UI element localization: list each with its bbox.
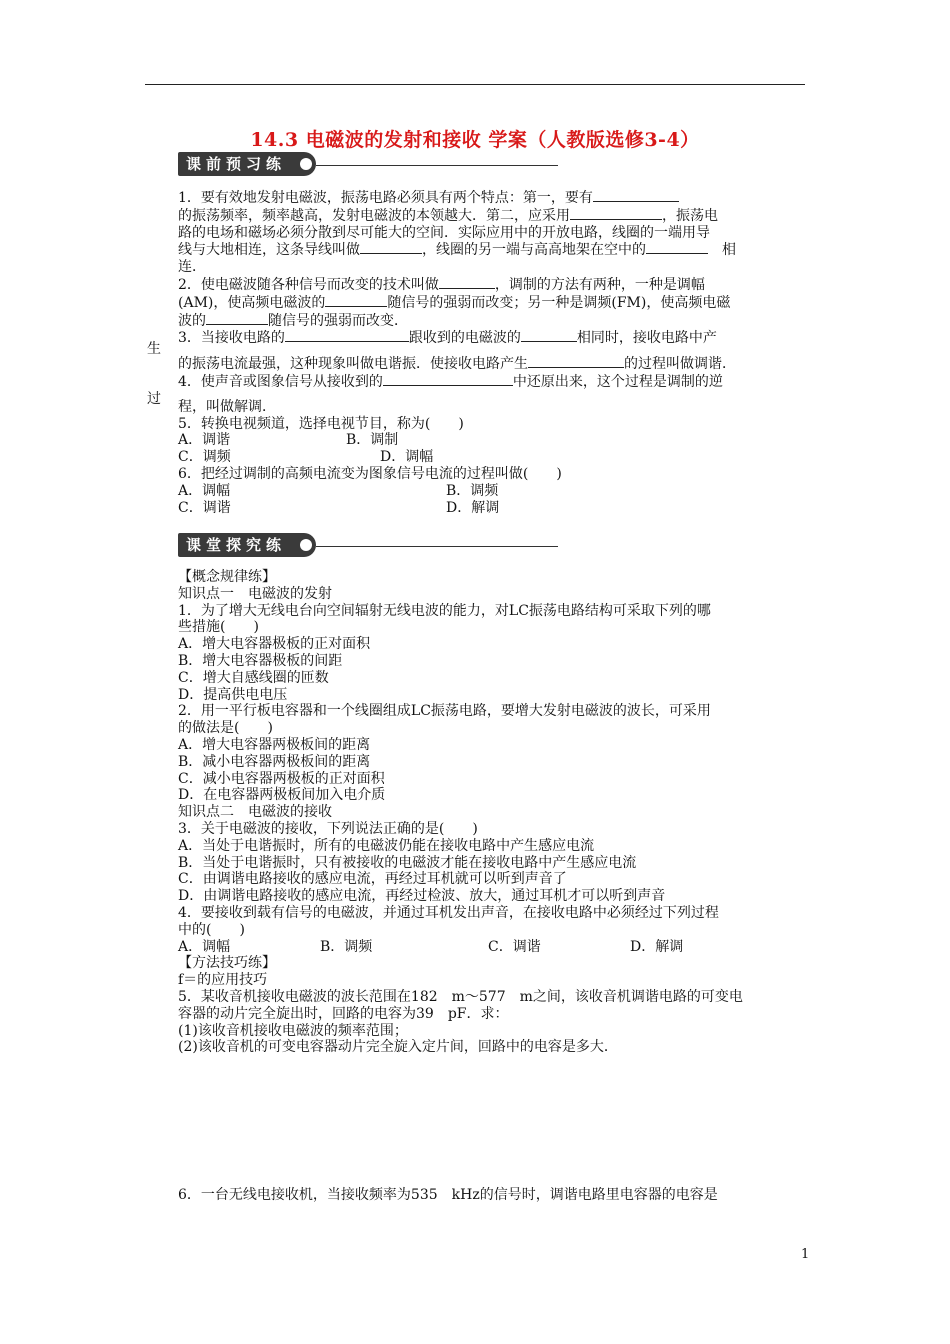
answer-blank	[528, 355, 624, 368]
answer-blank	[206, 312, 268, 325]
option-b: B．当处于电谐振时，只有被接收的电磁波才能在接收电路中产生感应电流	[178, 854, 637, 871]
wrapped-char: 过	[147, 391, 161, 407]
pre-q2: 2．使电磁波随各种信号而改变的技术叫做 ，调制的方法有两种，一种是调幅	[178, 276, 705, 293]
option-b: B．增大电容器极板的间距	[178, 652, 343, 669]
option-a: A．调谐	[178, 432, 231, 449]
class-q6: 6．一台无线电接收机，当接收频率为535 kHz的信号时，调谐电路里电容器的电容是	[178, 1187, 718, 1203]
answer-blank	[439, 276, 495, 289]
option-a: A．调幅	[178, 482, 231, 499]
option-d: D．解调	[446, 499, 500, 516]
option-d: D．在电容器两极板间加入电介质	[178, 787, 386, 804]
option-c: C．增大自感线圈的匝数	[178, 669, 329, 686]
option-b: B．调频	[320, 938, 373, 955]
document-title: 14.3 电磁波的发射和接收 学案（人教版选修3-4）	[250, 129, 700, 151]
answer-blank	[325, 294, 387, 307]
option-c: C．调频	[178, 449, 231, 466]
option-b: B．调频	[446, 482, 499, 499]
skill-heading: f＝的应用技巧	[178, 972, 268, 989]
section-label: 课前预习练	[178, 152, 316, 176]
option-a: A．增大电容器极板的正对面积	[178, 636, 371, 653]
wrapped-char: 生	[147, 341, 161, 357]
option-b: B．减小电容器两极板间的距离	[178, 753, 371, 770]
answer-blank	[360, 241, 422, 254]
subheading: 【方法技巧练】	[178, 955, 276, 972]
pre-class-section: 1．要有效地发射电磁波，振荡电路必须具有两个特点：第一，要有 的振荡频率，频率越高，发射电磁波的本领越大．第二，应采用 ，振荡电 路的电场和磁场必须分散到尽可能大的空间．实际应用中的开放电路，线圈的一端用导 线与大地相连，这条导线叫做 ，线圈的另一端与高高地架在空中的 相 连． 2．使电磁波随各种信号而改变的技术叫做 ，调制的方法有两种，一种是调幅 (AM)，使高频电磁波的 随信号的强弱而改变；另一种是调频(FM)，使高频电磁 波的 随信号的强弱而改变． 3．当接收电路的 跟收到的电磁波的 相同时，接收电路中产 的振荡电流最强，这种现象叫做电谐振．使接收电路产生 的过程叫做调谐． 4．使声音或图象信号从接收到的 中还原出来，这个过程是调制的逆 程，叫做解调． 5．转换电视频道，选择电视节目，称为( ) A．调谐 B．调制 C．调频 D．调幅 6．把经过调制的高频电流变为图象信号电流的过程叫做( ) A．调幅 B．调频 C．调谐 D．解调	[178, 189, 808, 516]
sub-question: (2)该收音机的可变电容器动片完全旋入定片间，回路中的电容是多大．	[178, 1039, 618, 1056]
banner-dot-icon	[300, 158, 312, 170]
banner-rule	[316, 165, 558, 166]
answer-blank	[521, 329, 577, 342]
sub-question: (1)该收音机接收电磁波的频率范围；	[178, 1022, 408, 1039]
class-q5: 5．某收音机接收电磁波的波长范围在182 m～577 m之间，该收音机调谐电路的可变电	[178, 988, 743, 1005]
section-label: 课堂探究练	[178, 533, 316, 557]
pre-q1: 1．要有效地发射电磁波，振荡电路必须具有两个特点：第一，要有	[178, 189, 808, 207]
class-q1: 1．为了增大无线电台向空间辐射无线电波的能力，对LC振荡电路结构可采取下列的哪	[178, 602, 711, 619]
answer-blank	[593, 189, 679, 202]
answer-blank	[646, 241, 708, 254]
option-c: C．由调谐电路接收的感应电流，再经过耳机就可以听到声音了	[178, 871, 567, 888]
class-q3: 3．关于电磁波的接收，下列说法正确的是( )	[178, 820, 478, 837]
class-q4: 4．要接收到载有信号的电磁波，并通过耳机发出声音，在接收电路中必须经过下列过程	[178, 904, 719, 921]
subheading: 【概念规律练】	[178, 569, 276, 585]
knowledge-point: 知识点一 电磁波的发射	[178, 585, 332, 602]
page-number: 1	[801, 1247, 810, 1262]
answer-blank	[383, 373, 513, 386]
in-class-section: 【概念规律练】 知识点一 电磁波的发射 1．为了增大无线电台向空间辐射无线电波的能力，对LC振荡电路结构可采取下列的哪 些措施( ) A．增大电容器极板的正对面积 B．增大电容器极板的间距 C．增大自感线圈的匝数 D．提高供电电压 2．用一平行板电容器和一个线圈组成LC振荡电路，要增大发射电磁波的波长，可采用 的做法是( ) A．增大电容器两极板间的距离 B．减小电容器两极板间的距离 C．减小电容器两极板的正对面积 D．在电容器两极板间加入电介质 知识点二 电磁波的接收 3．关于电磁波的接收，下列说法正确的是( ) A．当处于电谐振时，所有的电磁波仍能在接收电路中产生感应电流 B．当处于电谐振时，只有被接收的电磁波才能在接收电路中产生感应电流 C．由调谐电路接收的感应电流，再经过耳机就可以听到声音了 D．由调谐电路接收的感应电流，再经过检波、放大，通过耳机才可以听到声音 4．要接收到载有信号的电磁波，并通过耳机发出声音，在接收电路中必须经过下列过程 中的( ) A．调幅 B．调频 C．调谐 D．解调 【方法技巧练】 f＝的应用技巧 5．某收音机接收电磁波的波长范围在182 m～577 m之间，该收音机调谐电路的可变电 容器的动片完全旋出时，回路的电容为39 pF．求： (1)该收音机接收电磁波的频率范围； (2)该收音机的可变电容器动片完全旋入定片间，回路中的电容是多大．	[178, 569, 808, 1056]
pre-q3: 3．当接收电路的 跟收到的电磁波的 相同时，接收电路中产	[178, 330, 717, 347]
knowledge-point: 知识点二 电磁波的接收	[178, 804, 332, 821]
option-d: D．由调谐电路接收的感应电流，再经过检波、放大，通过耳机才可以听到声音	[178, 888, 666, 905]
option-a: A．当处于电谐振时，所有的电磁波仍能在接收电路中产生感应电流	[178, 837, 595, 854]
option-a: A．增大电容器两极板间的距离	[178, 736, 371, 753]
answer-blank	[570, 207, 662, 220]
option-d: D．调幅	[380, 449, 434, 466]
pre-q4: 4．使声音或图象信号从接收到的 中还原出来，这个过程是调制的逆	[178, 373, 723, 390]
option-d: D．提高供电电压	[178, 686, 288, 703]
option-c: C．减小电容器两极板的正对面积	[178, 770, 385, 787]
section-banner-class	[178, 533, 558, 557]
option-c: C．调谐	[178, 499, 231, 516]
header-rule	[145, 84, 805, 85]
pre-q6: 6．把经过调制的高频电流变为图象信号电流的过程叫做( )	[178, 465, 562, 482]
option-d: D．解调	[630, 938, 684, 955]
option-a: A．调幅	[178, 938, 231, 955]
answer-blank	[285, 329, 409, 342]
pre-q5: 5．转换电视频道，选择电视节目，称为( )	[178, 415, 464, 432]
section-banner-pre	[178, 152, 558, 176]
class-q2: 2．用一平行板电容器和一个线圈组成LC振荡电路，要增大发射电磁波的波长，可采用	[178, 703, 711, 720]
banner-dot-icon	[300, 539, 312, 551]
option-b: B．调制	[346, 432, 399, 449]
option-c: C．调谐	[488, 938, 541, 955]
banner-rule	[316, 546, 558, 547]
